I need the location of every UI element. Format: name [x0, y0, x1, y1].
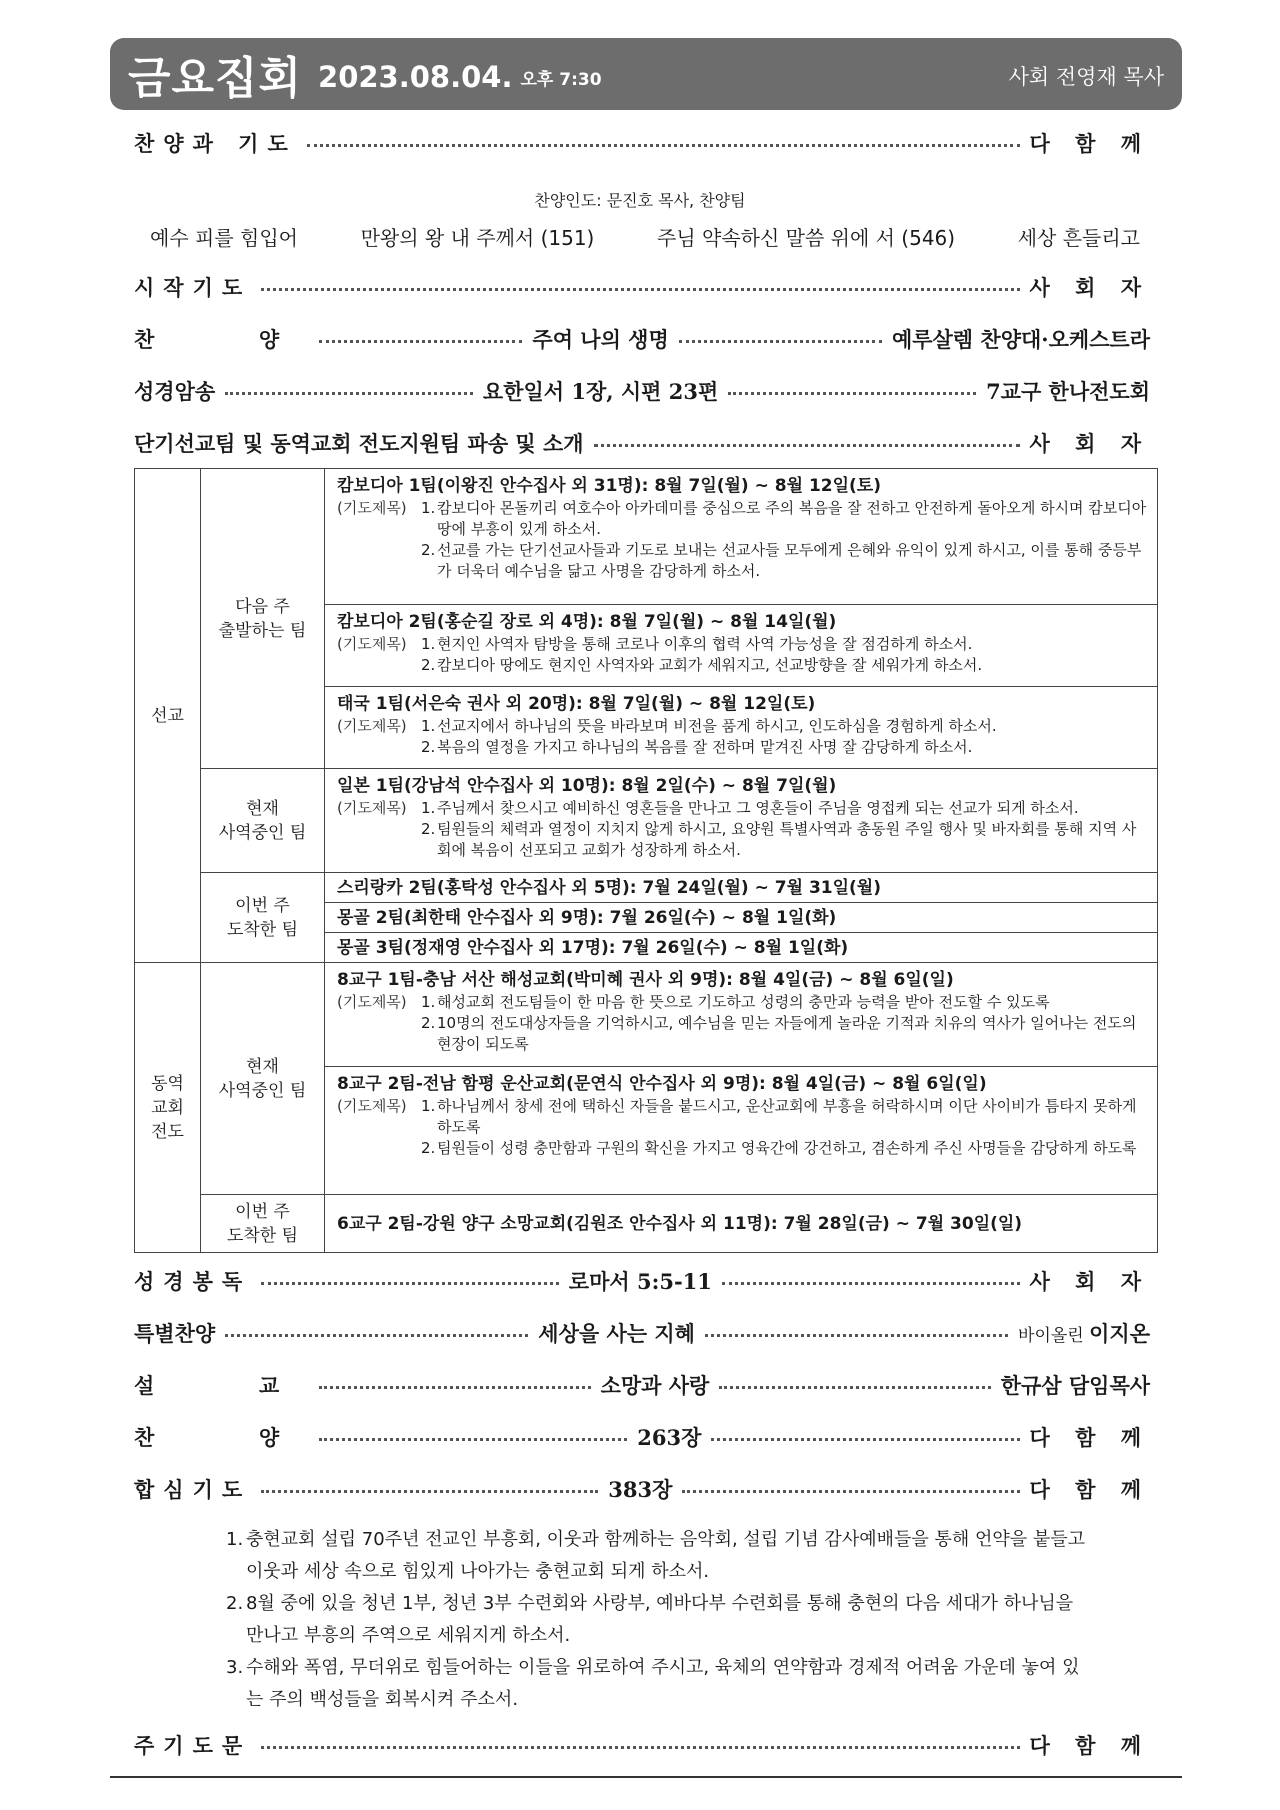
leader-dots	[261, 288, 1019, 291]
leader-dots	[679, 340, 882, 343]
order-content: 세상을 사는 지혜	[538, 1321, 695, 1346]
team-cell	[325, 1067, 1158, 1195]
team-cell	[325, 605, 1158, 687]
team-title: 캄보디아 1팀(이왕진 안수집사 외 31명): 8월 7일(월) ~ 8월 12일(토)	[337, 476, 881, 496]
leader-dots	[594, 444, 1020, 447]
header-bar	[110, 38, 1182, 110]
order-performer: 사 회 자	[1029, 275, 1150, 300]
order-content: 소망과 사랑	[600, 1373, 710, 1398]
order-row	[134, 1420, 1150, 1454]
prayer-item: 2. 팀원들의 체력과 열정이 지치지 않게 하시고, 요양원 특별사역과 총동원 주일 행사 및 바자회를 통해 지역 사회에 복음이 선포되고 교회가 성장하게 하소서.	[421, 820, 1137, 859]
leader-dots	[728, 392, 976, 395]
section-partner-church: 동역 교회 전도	[135, 963, 201, 1253]
order-content: 로마서 5:5-11	[568, 1269, 712, 1294]
order-label: 찬 양	[134, 327, 310, 352]
order-label: 주기도문	[134, 1733, 252, 1758]
order-label: 특별찬양	[134, 1321, 216, 1346]
service-leader: 사회 전영재 목사	[1008, 65, 1164, 89]
group-current: 현재 사역중인 팀	[201, 963, 325, 1195]
prayer-item: 2. 캄보디아 땅에도 현지인 사역자와 교회가 세워지고, 선교방향을 잘 세워가게 하소서.	[421, 656, 983, 674]
team-title: 스리랑카 2팀(홍탁성 안수집사 외 5명): 7월 24일(월) ~ 7월 31일(월)	[337, 878, 881, 898]
order-row	[134, 1264, 1150, 1298]
section-mission: 선교	[135, 469, 201, 963]
order-content: 요한일서 1장, 시편 23편	[482, 379, 719, 404]
praise-song: 예수 피를 힘입어	[150, 226, 298, 250]
leader-dots	[307, 144, 1020, 147]
order-row	[134, 126, 1150, 160]
leader-dots	[319, 1386, 590, 1389]
order-performer: 사 회 자	[1029, 1269, 1151, 1294]
order-performer: 한규삼 담임목사	[1000, 1373, 1151, 1398]
praise-song-list	[150, 222, 1140, 251]
order-label: 합심기도	[134, 1477, 252, 1502]
leader-dots	[719, 1386, 990, 1389]
leader-dots	[722, 1282, 1020, 1285]
order-performer	[1018, 1318, 1150, 1348]
leader-dots	[261, 1746, 1019, 1749]
order-content: 383장	[608, 1477, 673, 1502]
mission-team-table	[134, 468, 1158, 1253]
group-arrived: 이번 주 도착한 팀	[201, 1195, 325, 1253]
team-cell	[325, 873, 1158, 903]
order-row	[134, 1368, 1150, 1402]
team-cell	[325, 469, 1158, 605]
order-content: 263장	[637, 1425, 702, 1450]
leader-dots	[319, 1438, 627, 1441]
performer-name: 이지온	[1089, 1321, 1150, 1346]
order-performer: 예루살렘 찬양대·오케스트라	[891, 327, 1151, 352]
leader-dots	[261, 1282, 559, 1285]
order-performer: 사 회 자	[1029, 431, 1150, 456]
leader-dots	[319, 340, 522, 343]
service-date: 2023.08.04.	[318, 60, 513, 94]
order-row	[134, 1316, 1150, 1350]
prayer-item: 2. 복음의 열정을 가지고 하나님의 복음를 잘 전하며 맡겨진 사명 잘 감당하게 하소서.	[421, 738, 973, 756]
praise-song: 만왕의 왕 내 주께서 (151)	[360, 226, 595, 250]
order-row	[134, 374, 1150, 408]
team-cell	[325, 903, 1158, 933]
team-cell	[325, 933, 1158, 963]
order-row	[134, 270, 1150, 304]
order-label: 찬 양	[134, 1425, 310, 1450]
prayer-item: 2. 10명의 전도대상자들을 기억하시고, 예수님을 믿는 자들에게 놀라운 기적과 치유의 역사가 일어나는 전도의 현장이 되도록	[421, 1014, 1137, 1053]
order-performer: 다 함 께	[1029, 1733, 1150, 1758]
prayer-list-item: 2. 8월 중에 있을 청년 1부, 청년 3부 수련회와 사랑부, 예바다부 수련회를 통해 충현의 다음 세대가 하나님을 만나고 부흥의 주역으로 세워지게 하소서.	[226, 1593, 1074, 1646]
prayer-item: 2. 팀원들이 성령 충만함과 구원의 확신을 가지고 영육간에 강건하고, 겸손하게 주신 사명들을 감당하게 하도록	[421, 1139, 1137, 1157]
performer-instrument: 바이올린	[1018, 1326, 1084, 1346]
leader-dots	[225, 1334, 528, 1337]
order-performer: 다 함 께	[1029, 1425, 1150, 1450]
leader-dots	[261, 1490, 598, 1493]
prayer-item: (기도제목) 1. 캄보디아 몬돌끼리 여호수아 아카데미를 중심으로 주의 복음을 잘 전하고 안전하게 돌아오게 하시며 캄보디아 땅에 부흥이 있게 하소서.	[337, 499, 1147, 538]
order-row	[134, 1728, 1150, 1762]
team-title: 일본 1팀(강남석 안수집사 외 10명): 8월 2일(수) ~ 8월 7일(월)	[337, 776, 837, 796]
group-arrived: 이번 주 도착한 팀	[201, 873, 325, 963]
team-cell	[325, 769, 1158, 873]
team-cell	[325, 1195, 1158, 1253]
service-time: 오후 7:30	[520, 69, 602, 90]
praise-song: 주님 약속하신 말씀 위에 서 (546)	[657, 226, 956, 250]
team-cell	[325, 963, 1158, 1067]
prayer-item: (기도제목) 1. 하나님께서 창세 전에 택하신 자들을 붙드시고, 운산교회에 부흥을 허락하시며 이단 사이비가 틈타지 못하게 하도록	[337, 1097, 1137, 1136]
order-label: 찬양과 기도	[134, 131, 297, 156]
leader-dots	[225, 392, 473, 395]
order-content: 주여 나의 생명	[532, 327, 669, 352]
prayer-item: (기도제목) 1. 현지인 사역자 탐방을 통해 코로나 이후의 협력 사역 가능성을 잘 점검하게 하소서.	[337, 635, 973, 653]
praise-leader: 찬양인도: 문진호 목사, 찬양팀	[534, 191, 746, 210]
prayer-list	[226, 1524, 1086, 1716]
group-next-week: 다음 주 출발하는 팀	[201, 469, 325, 769]
prayer-item: (기도제목) 1. 해성교회 전도팀들이 한 마음 한 뜻으로 기도하고 성령의 충만과 능력을 받아 전도할 수 있도록	[337, 993, 1050, 1011]
order-label: 단기선교팀 및 동역교회 전도지원팀 파송 및 소개	[134, 431, 584, 456]
order-performer: 다 함 께	[1029, 131, 1150, 156]
order-performer: 7교구 한나전도회	[986, 379, 1150, 404]
team-title: 8교구 1팀-충남 서산 해성교회(박미혜 권사 외 9명): 8월 4일(금) ~ 8월 6일(일)	[337, 970, 954, 990]
prayer-list-item: 3. 수해와 폭염, 무더위로 힘들어하는 이들을 위로하여 주시고, 육체의 연약함과 경제적 어려움 가운데 놓여 있는 주의 백성들을 회복시켜 주소서.	[226, 1657, 1080, 1710]
team-cell	[325, 687, 1158, 769]
prayer-item: (기도제목) 1. 선교지에서 하나님의 뜻을 바라보며 비전을 품게 하시고, 인도하심을 경험하게 하소서.	[337, 717, 997, 735]
order-performer: 다 함 께	[1029, 1477, 1151, 1502]
order-label: 성경봉독	[134, 1269, 252, 1294]
team-title: 몽골 3팀(정재영 안수집사 외 17명): 7월 26일(수) ~ 8월 1일(화)	[337, 938, 849, 958]
team-title: 몽골 2팀(최한태 안수집사 외 9명): 7월 26일(수) ~ 8월 1일(화)	[337, 908, 837, 928]
leader-dots	[711, 1438, 1019, 1441]
group-current: 현재 사역중인 팀	[201, 769, 325, 873]
bottom-divider	[110, 1776, 1182, 1778]
team-title: 태국 1팀(서은숙 권사 외 20명): 8월 7일(월) ~ 8월 12일(토)	[337, 694, 816, 714]
leader-dots	[705, 1334, 1008, 1337]
order-label: 성경암송	[134, 379, 216, 404]
prayer-item: 2. 선교를 가는 단기선교사들과 기도로 보내는 선교사들 모두에게 은혜와 유익이 있게 하시고, 이를 통해 중등부가 더욱더 예수님을 닮고 사명을 감당하게 하소서.	[421, 541, 1142, 580]
team-title: 6교구 2팀-강원 양구 소망교회(김원조 안수집사 외 11명): 7월 28일(금) ~ 7월 30일(일)	[337, 1214, 1023, 1234]
order-label: 설 교	[134, 1373, 310, 1398]
team-title: 8교구 2팀-전남 함평 운산교회(문연식 안수집사 외 9명): 8월 4일(금) ~ 8월 6일(일)	[337, 1074, 987, 1094]
prayer-list-item: 1. 충현교회 설립 70주년 전교인 부흥회, 이웃과 함께하는 음악회, 설립 기념 감사예배들을 통해 언약을 붙들고 이웃과 세상 속으로 힘있게 나아가는 충현교회 되게 하소서.	[226, 1529, 1086, 1582]
service-title: 금요집회	[128, 53, 303, 104]
leader-dots	[682, 1490, 1019, 1493]
order-row	[134, 426, 1150, 460]
praise-song: 세상 흔들리고	[1017, 226, 1140, 250]
team-title: 캄보디아 2팀(홍순길 장로 외 4명): 8월 7일(월) ~ 8월 14일(월)	[337, 612, 837, 632]
prayer-item: (기도제목) 1. 주님께서 찾으시고 예비하신 영혼들을 만나고 그 영혼들이 주님을 영접케 되는 선교가 되게 하소서.	[337, 799, 1079, 817]
order-row	[134, 322, 1150, 356]
order-label: 시작기도	[134, 275, 252, 300]
order-row	[134, 1472, 1150, 1506]
